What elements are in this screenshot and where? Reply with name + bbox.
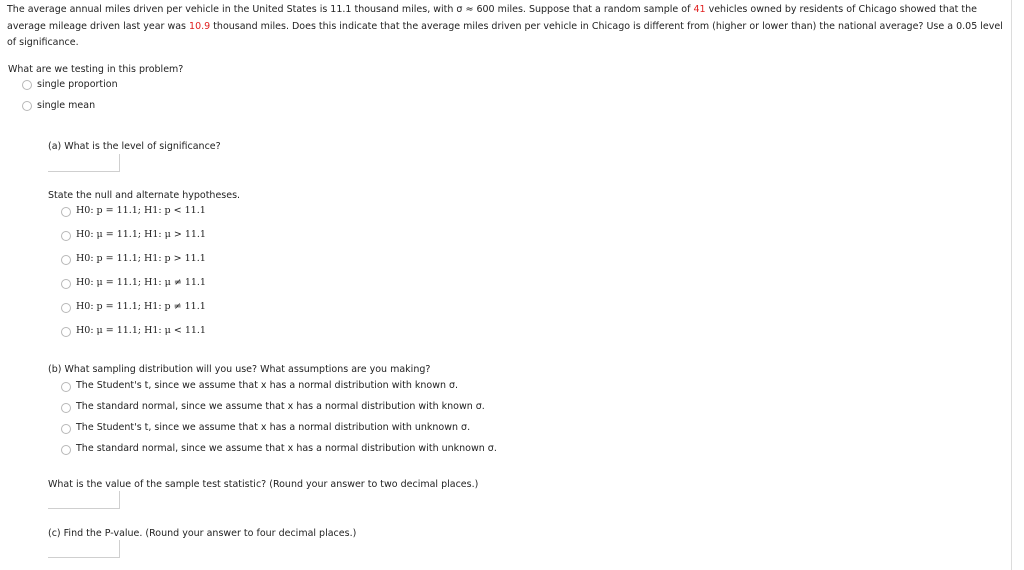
intro-text-2: vehicles owned by residents of Chicago showed that the average mileage driven last year was [7,4,978,32]
hypotheses-prompt: State the null and alternate hypotheses. [48,190,241,201]
hypothesis-option-4: H0: μ = 11.1; H1: μ ≠ 11.1 [76,277,206,288]
radio-hypothesis-1[interactable] [61,207,71,217]
right-border [1011,0,1012,570]
intro-text-1: The average annual miles driven per vehicle in the United States is 11.1 thousand miles, with σ ≈ 600 miles. Suppose that a random sample of [7,4,694,15]
hypothesis-option-1: H0: p = 11.1; H1: p < 11.1 [76,205,206,216]
radio-distribution-3[interactable] [61,424,71,434]
radio-hypothesis-6[interactable] [61,327,71,337]
radio-distribution-4[interactable] [61,445,71,455]
hypothesis-option-2: H0: μ = 11.1; H1: μ > 11.1 [76,229,206,240]
distribution-option-2: The standard normal, since we assume that x has a normal distribution with known σ. [76,401,485,412]
test-statistic-prompt: What is the value of the sample test statistic? (Round your answer to two decimal places.) [48,479,479,490]
testing-question: What are we testing in this problem? [8,64,184,75]
problem-statement [7,2,1012,52]
radio-single-mean[interactable] [22,101,32,111]
distribution-option-1: The Student's t, since we assume that x has a normal distribution with known σ. [76,380,459,391]
part-c-prompt: (c) Find the P-value. (Round your answer to four decimal places.) [48,528,357,539]
sample-size: 41 [693,4,706,15]
hypothesis-option-6: H0: μ = 11.1; H1: μ < 11.1 [76,325,206,336]
p-value-input[interactable] [48,540,120,558]
radio-distribution-1[interactable] [61,382,71,392]
part-b-prompt: (b) What sampling distribution will you use? What assumptions are you making? [48,364,431,375]
radio-hypothesis-4[interactable] [61,279,71,289]
radio-distribution-2[interactable] [61,403,71,413]
radio-single-proportion[interactable] [22,80,32,90]
test-statistic-input[interactable] [48,491,120,509]
sample-mean: 10.9 [189,20,211,32]
option-single-proportion: single proportion [37,79,118,90]
option-single-mean: single mean [37,100,96,111]
radio-hypothesis-2[interactable] [61,231,71,241]
radio-hypothesis-5[interactable] [61,303,71,313]
hypothesis-option-5: H0: p = 11.1; H1: p ≠ 11.1 [76,301,206,312]
distribution-option-4: The standard normal, since we assume that x has a normal distribution with unknown σ. [76,443,497,454]
intro-text-3: thousand miles. Does this indicate that the average miles driven per vehicle in Chicago is different from (higher or lower than) the national average? Use a 0.05 level of significance. [7,20,1003,48]
radio-hypothesis-3[interactable] [61,255,71,265]
hypothesis-option-3: H0: p = 11.1; H1: p > 11.1 [76,253,206,264]
part-a-prompt: (a) What is the level of significance? [48,141,221,152]
distribution-option-3: The Student's t, since we assume that x has a normal distribution with unknown σ. [76,422,471,433]
significance-input[interactable] [48,154,120,172]
